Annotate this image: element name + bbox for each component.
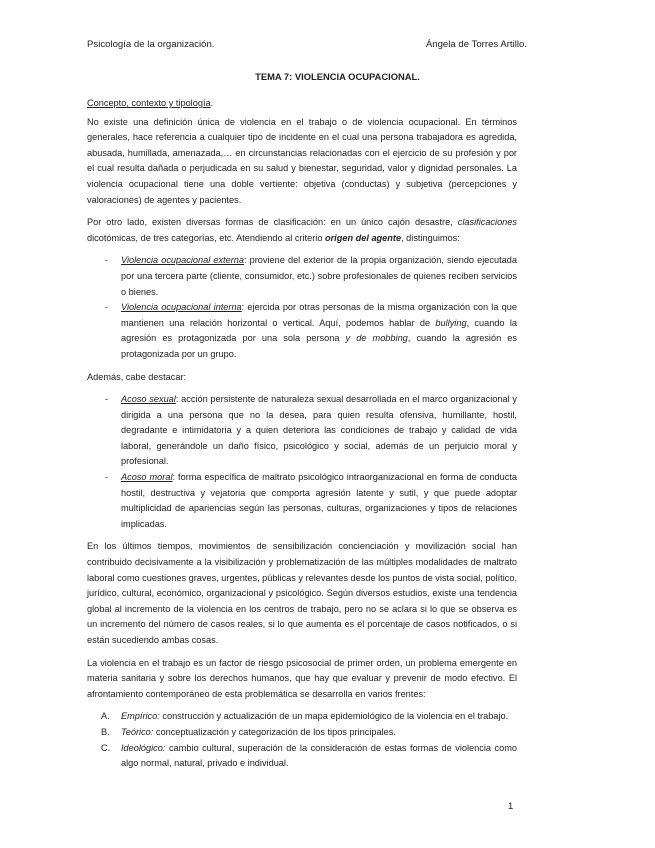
list-item	[87, 253, 517, 300]
list-marker: A.	[101, 711, 110, 722]
list-item	[87, 470, 517, 532]
term-label: Empírico:	[121, 711, 160, 722]
harassment-list	[87, 392, 517, 532]
section-heading-dot: .	[210, 98, 214, 108]
term-label: Ideológico:	[121, 742, 166, 753]
italic-run: bullying	[435, 317, 467, 328]
origin-list	[87, 253, 517, 362]
list-marker: C.	[101, 742, 111, 753]
term-description: : proviene del exterior de la propia organización, siendo ejecutada por una tercera parte (cliente, consumidor, etc.) sobre profesionales de quienes reciben servicios o bienes.	[121, 255, 517, 297]
paragraph-highlight: Además, cabe destacar:	[87, 371, 187, 382]
list-item	[87, 300, 517, 362]
paragraph-context: En los últimos tiempos, movimientos de sensibilización concienciación y movilización social han contribuido decisivamente a la visibilización y problematización de las múltiples modalidades de maltrato laboral como cuestiones graves, urgentes, públicas y relevantes desde los puntos de vista social, político, jurídico, cultural, económico, organizacional y psicológico. Según diversos estudios, existe una tendencia global al incremento de la violencia en los centros de trabajo, pero no se aclara si lo que se observa es un incremento del número de casos reales, si lo que aumenta es el porcentaje de casos notificados, o si están sucediendo ambas cosas.	[87, 541, 518, 645]
document-body	[87, 96, 517, 772]
term-label: Teórico:	[121, 726, 154, 737]
text-run: dicotómicas, de tres categorías, etc. Atendiendo al criterio	[87, 232, 325, 243]
term-description: , cuando la agresión es protagonizada por una sola persona	[121, 317, 517, 344]
paragraph-risk: La violencia en el trabajo es un factor de riesgo psicosocial de primer orden, un problema emergente en materia sanitaria y sobre los derechos humanos, que hay que evaluar y prevenir de modo efectivo. El afrontamiento contemporáneo de esta problemática se desarrolla en varios frentes:	[87, 657, 517, 699]
term-label: Acoso sexual	[121, 394, 176, 405]
page-number: 1	[508, 801, 514, 812]
term-description: construcción y actualización de un mapa epidemiológico de la violencia en el trabajo.	[159, 711, 509, 722]
list-item	[87, 709, 517, 725]
header-author: Ángela de Torres Artillo.	[425, 39, 527, 50]
term-description: : acción persistente de naturaleza sexual desarrollada en el marco organizacional y dirigida a una persona que no la desea, para quien resulta ofensiva, humillante, hostil, degradante e intimidatoria y a quien deteriora las condiciones de trabajo y calidad de vida laboral, generándole un daño físico, psicológico y social, además de un perjuicio moral y profesional.	[121, 394, 517, 467]
list-marker: B.	[101, 726, 110, 737]
paragraph-classification	[87, 215, 517, 246]
section-heading	[87, 96, 517, 112]
fronts-list	[87, 709, 517, 771]
header-course: Psicología de la organización.	[87, 39, 215, 50]
term-label: Violencia ocupacional externa	[121, 255, 244, 266]
list-item	[87, 392, 517, 470]
bold-italic-run: origen del agente	[324, 232, 402, 243]
italic-run: y de mobbing	[345, 333, 408, 344]
list-item	[87, 725, 517, 741]
page-title: TEMA 7: VIOLENCIA OCUPACIONAL.	[255, 71, 420, 82]
list-item	[87, 741, 517, 772]
term-description: : forma específica de maltrato psicológico intraorganizacional en forma de conducta hostil, destructiva y vejatoria que comporta agresión latente y sutil, y que puede adoptar multiplicidad de apariencias según las personas, culturas, organizaciones y tipos de relaciones implicadas.	[121, 472, 517, 529]
term-label: Acoso moral	[121, 472, 173, 483]
text-run: , distinguimos:	[401, 232, 460, 243]
section-heading-text: Concepto, contexto y tipología	[87, 98, 211, 108]
term-description: : ejercida por otras personas de la misma organización con la que mantienen una relación horizontal o vertical. Aquí, podemos hablar de	[121, 302, 517, 328]
paragraph-definition: No existe una definición única de violencia en el trabajo o de violencia ocupacional. En términos generales, hace referencia a cualquier tipo de incidente en el cual una persona trabajadora es agredida, abusada, humillada, amenazada,… en circunstancias relacionadas con el ejercicio de su profesión y por el cual resulta dañada o perjudicada en su salud y bienestar, seguridad, valor y dignidad personales. La violencia ocupacional tiene una doble vertiente: objetiva (conductas) y subjetiva (percepciones y valoraciones) de agentes y pacientes.	[87, 116, 517, 205]
term-label: Violencia ocupacional interna	[121, 302, 242, 313]
text-run: Por otro lado, existen diversas formas de clasificación: en un único cajón desastre,	[87, 217, 458, 228]
italic-run: clasificaciones	[457, 217, 517, 228]
term-description: cambio cultural, superación de la consideración de estas formas de violencia como algo normal, natural, privado e individual.	[121, 742, 517, 769]
term-description: conceptualización y categorización de los tipos principales.	[153, 726, 396, 737]
term-description: , cuando la agresión es protagonizada por un grupo.	[121, 333, 517, 359]
